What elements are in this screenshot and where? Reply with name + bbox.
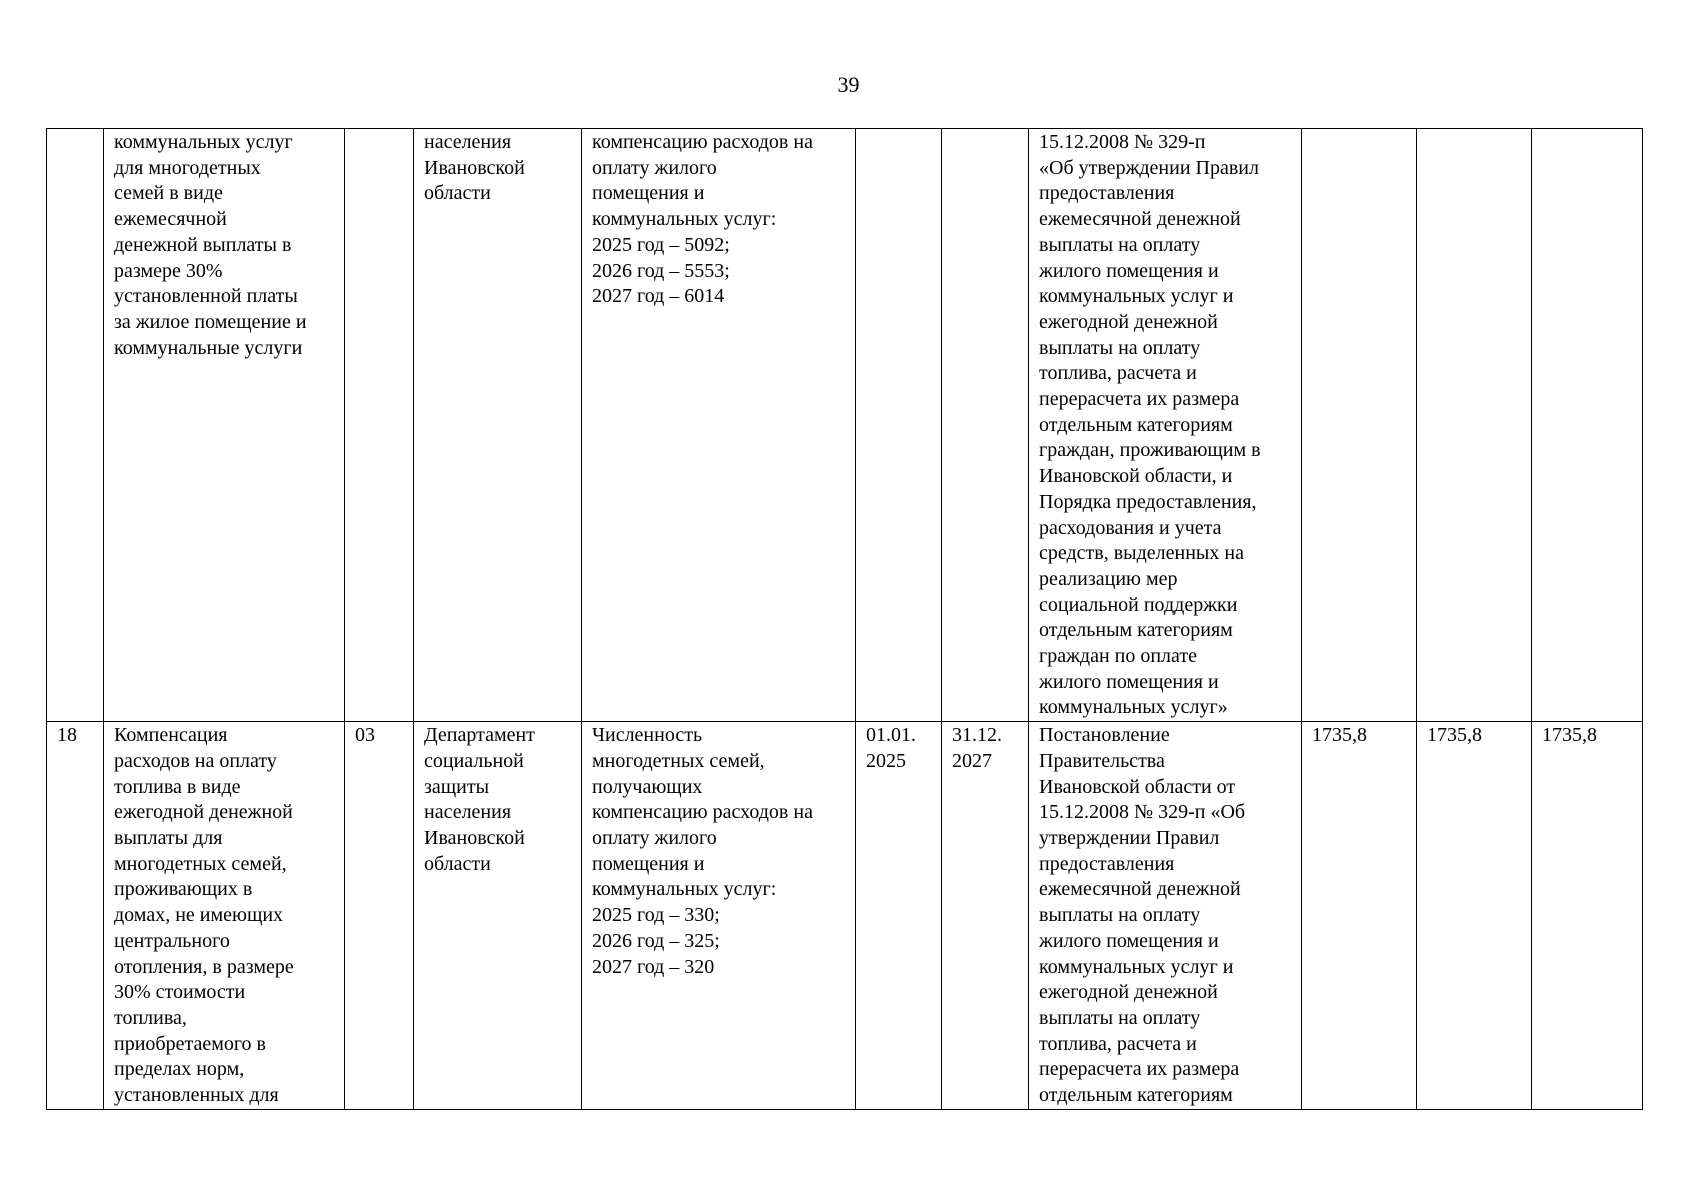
cell-executor: населения Ивановской области — [414, 129, 582, 722]
cell-legal-basis: 15.12.2008 № 329-п «Об утверждении Правил предоставления ежемесячной денежной выплаты на оплату жилого помещения и коммунальных услуг и ежегодной денежной выплаты на оплату топлива, расчета и перерасчета их размера отдельным категориям граждан, проживающим в Ивановской области, и Порядка предоставления, расходования и учета средств, выделенных на реализацию мер социальной поддержки отдельным категориям граждан по оплате жилого помещения и коммунальных услуг» — [1029, 129, 1302, 722]
table-row — [47, 722, 1643, 1110]
table-row — [47, 129, 1643, 722]
cell-number: 18 — [47, 722, 104, 1110]
cell-measure-name: Компенсация расходов на оплату топлива в виде ежегодной денежной выплаты для многодетных семей, проживающих в домах, не имеющих центрального отопления, в размере 30% стоимости топлива, приобретаемого в пределах норм, установленных для — [104, 722, 345, 1110]
cell-end-date: 31.12. 2027 — [942, 722, 1029, 1110]
cell-amount-2025 — [1302, 129, 1417, 722]
cell-amount-2027: 1735,8 — [1532, 722, 1643, 1110]
cell-start-date — [856, 129, 942, 722]
cell-code: 03 — [345, 722, 414, 1110]
cell-number — [47, 129, 104, 722]
cell-measure-name: коммунальных услуг для многодетных семей в виде ежемесячной денежной выплаты в размере 30% установленной платы за жилое помещение и коммунальные услуги — [104, 129, 345, 722]
cell-amount-2025: 1735,8 — [1302, 722, 1417, 1110]
cell-indicator: компенсацию расходов на оплату жилого помещения и коммунальных услуг: 2025 год – 5092; 2026 год – 5553; 2027 год – 6014 — [582, 129, 856, 722]
cell-amount-2026: 1735,8 — [1417, 722, 1532, 1110]
cell-amount-2027 — [1532, 129, 1643, 722]
page-number: 39 — [837, 72, 860, 97]
cell-legal-basis: Постановление Правительства Ивановской области от 15.12.2008 № 329-п «Об утверждении Правил предоставления ежемесячной денежной выплаты на оплату жилого помещения и коммунальных услуг и ежегодной денежной выплаты на оплату топлива, расчета и перерасчета их размера отдельным категориям — [1029, 722, 1302, 1110]
cell-end-date — [942, 129, 1029, 722]
measures-table — [46, 128, 1643, 1110]
cell-executor: Департамент социальной защиты населения Ивановской области — [414, 722, 582, 1110]
cell-code — [345, 129, 414, 722]
cell-indicator: Численность многодетных семей, получающих компенсацию расходов на оплату жилого помещения и коммунальных услуг: 2025 год – 330; 2026 год – 325; 2027 год – 320 — [582, 722, 856, 1110]
cell-start-date: 01.01. 2025 — [856, 722, 942, 1110]
cell-amount-2026 — [1417, 129, 1532, 722]
